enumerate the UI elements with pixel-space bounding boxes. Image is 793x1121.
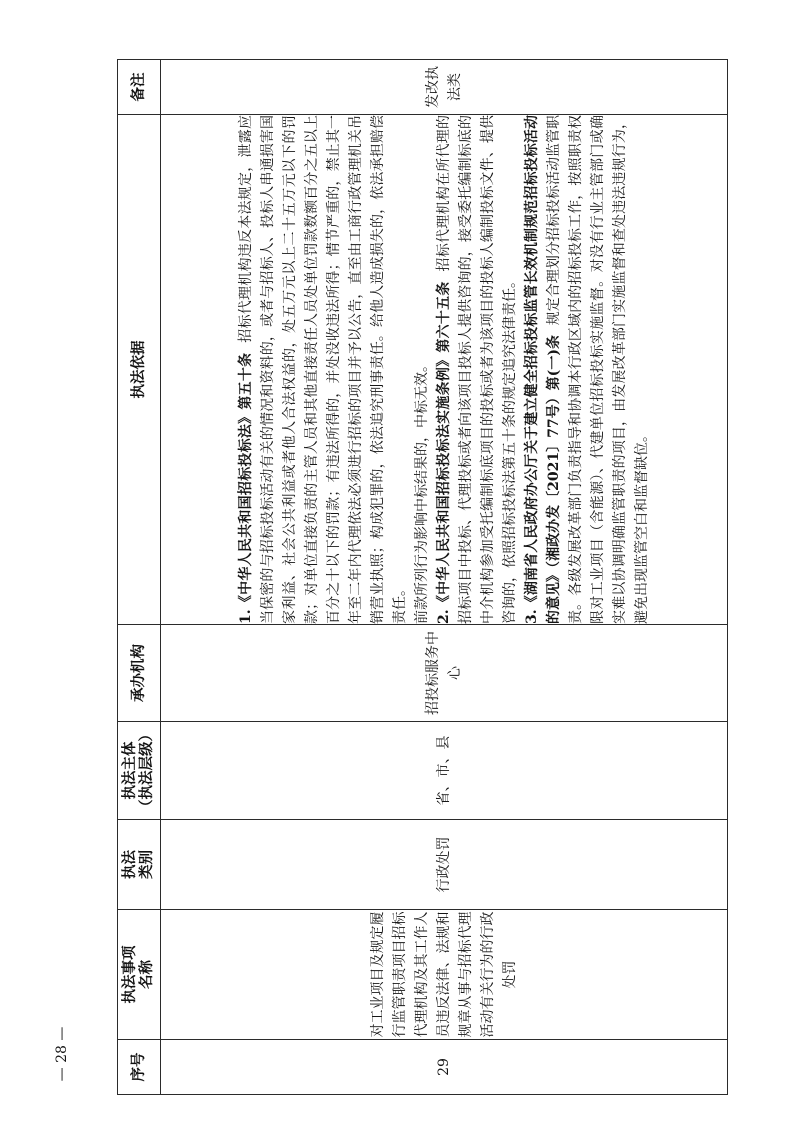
header-subject-level-label: （执法层级） (139, 727, 155, 814)
basis-item-3-title: 3.《湖南省人民政府办公厅关于建立健全招标投标监管长效机制规范招标投标活动的意见》（湘政办发〔2021〕77号）第(一)条 (524, 115, 562, 624)
cell-item-name (161, 910, 728, 1040)
cell-category (161, 820, 728, 910)
header-remark-label: 备注 (130, 72, 147, 102)
cell-seq (161, 1040, 728, 1095)
basis-item-3-body: 规定合理划分招标投标活动监管职责。各级发展改革部门负责指导和协调本行政区域内的招标投标工作，按照职责权限对工业项目（含能源）、代建单位招标投标实施监督。对没有行业主管部门或确实难以协调明确监管职责的项目，由发展改革部门实施监督和查处违法违规行为，避免出现监管空白和监督缺位。 (546, 114, 650, 624)
basis-item-1-title: 1.《中华人民共和国招标投标法》第五十条 (238, 352, 254, 624)
row-item-name-value: 对工业项目及规定履行监管职责项目招标代理机构及其工作人员违反法律、法规和规章从事与招标代理活动有关行为的行政处罚 (370, 911, 518, 1038)
page-number: — 28 — (54, 1026, 70, 1082)
basis-item-2-body: 招标代理机构在所代理的招标项目中投标、代理投标或者向该项目投标人提供咨询的，接受委托编制标底的中介机构参加受托编制标底项目的投标或者为该项目的投标人编制投标文件、提供咨询的，依照招标投标法第五十条的规定追究法律责任。 (436, 115, 518, 624)
header-category-label: 执法类别 (122, 850, 155, 879)
row-agency-value: 招投标服务中心 (425, 631, 463, 715)
basis-content (235, 115, 653, 624)
cell-agency (161, 625, 728, 722)
row-seq-value: 29 (436, 1058, 452, 1076)
cell-remark (161, 60, 728, 115)
header-item-name (118, 910, 161, 1040)
header-seq-label: 序号 (130, 1052, 147, 1082)
enforcement-table (117, 59, 728, 1095)
header-basis (118, 115, 161, 625)
header-agency (118, 625, 161, 722)
basis-item-2 (433, 115, 521, 624)
header-seq (118, 1040, 161, 1095)
header-remark (118, 60, 161, 115)
header-subject-label: 执法主体 (122, 741, 138, 800)
header-agency-label: 承办机构 (130, 644, 147, 702)
basis-item-1-body: 招标代理机构违反本法规定，泄露应当保密的与招标投标活动有关的情况和资料的，或者与招标人、投标人串通损害国家利益、社会公共利益或者他人合法权益的，处五万元以上二十五万元以下的罚款；对单位直接负责的主管人员和其他直接责任人员处单位罚款数额百分之五以上百分之十以下的罚款；有违法所得的，并处没收违法所得；情节严重的，禁止其一年至二年内代理依法必须进行招标的项目并予以公告，直至由工商行政管理机关吊销营业执照；构成犯罪的，依法追究刑事责任。给他人造成损失的，依法承担赔偿责任。 (238, 114, 408, 624)
header-subject (118, 722, 161, 820)
header-item-name-label: 执法事项名称 (122, 945, 155, 1004)
cell-basis (161, 115, 728, 625)
table-row (161, 60, 728, 1095)
header-category (118, 820, 161, 910)
header-basis-label: 执法依据 (130, 340, 147, 399)
row-subject-value: 省、市、县 (436, 735, 452, 806)
row-category-value: 行政处罚 (436, 836, 452, 893)
header-row (118, 60, 161, 1095)
basis-item-1-note: 前款所列行为影响中标结果的，中标无效。 (414, 358, 430, 624)
row-remark-value: 发改执法类 (425, 66, 463, 108)
basis-item-2-title: 2.《中华人民共和国招标投标法实施条例》第六十五条 (436, 281, 452, 624)
basis-item-1 (235, 115, 411, 624)
cell-subject (161, 722, 728, 820)
basis-item-3 (521, 115, 653, 624)
